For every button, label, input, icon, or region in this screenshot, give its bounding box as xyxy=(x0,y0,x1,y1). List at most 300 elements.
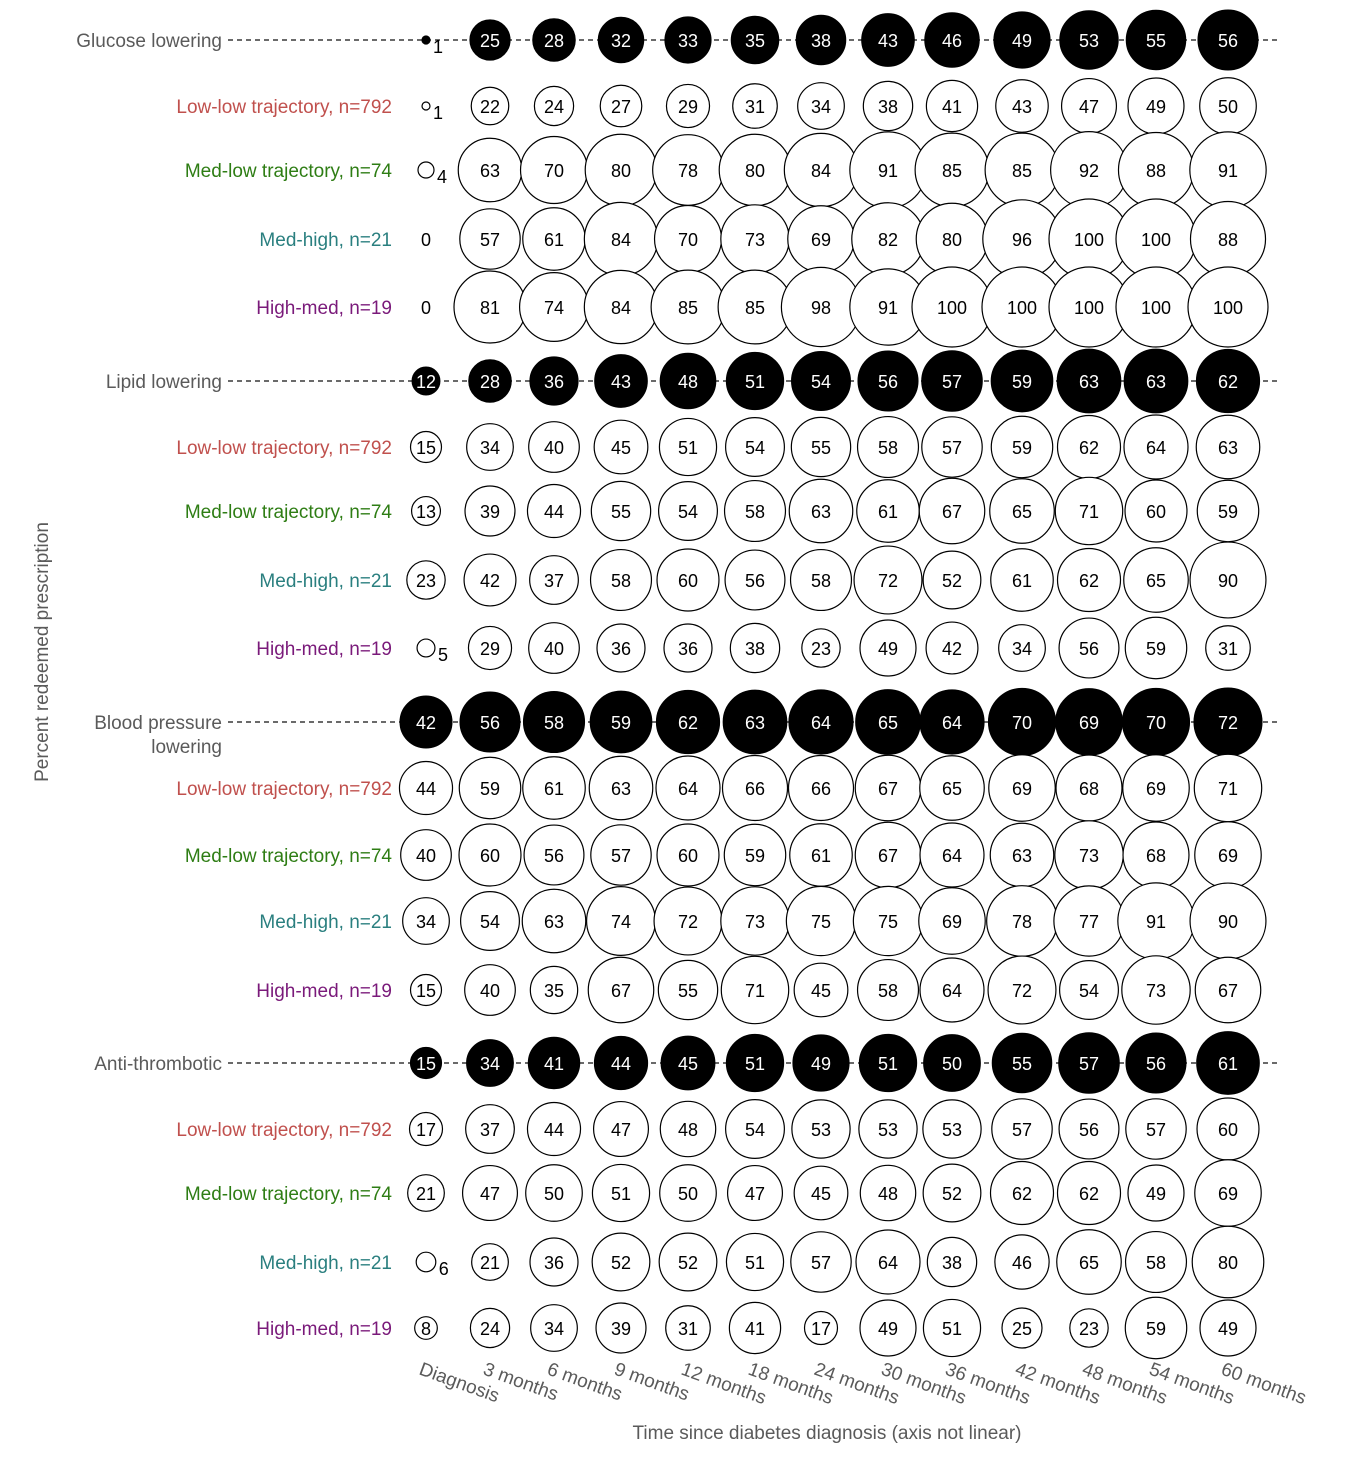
value-label: 65 xyxy=(1145,571,1167,591)
row-glucose-lowering-overall xyxy=(76,10,1278,70)
value-label: 61 xyxy=(543,779,565,799)
value-label: 35 xyxy=(543,981,565,1001)
value-label: 48 xyxy=(677,372,699,392)
value-label: 80 xyxy=(1217,1253,1239,1273)
value-label: 88 xyxy=(1145,161,1167,181)
row-glucose-lowering-med-low xyxy=(185,132,1266,209)
value-label: 84 xyxy=(610,298,632,318)
value-label: 69 xyxy=(1078,713,1100,733)
value-label: 66 xyxy=(810,779,832,799)
value-label: 60 xyxy=(1217,1120,1239,1140)
value-label: 56 xyxy=(744,571,766,591)
row-anti-thrombotic-med-high xyxy=(259,1226,1263,1298)
value-label: 74 xyxy=(543,298,565,318)
value-label: 41 xyxy=(543,1054,565,1074)
value-label: 59 xyxy=(1145,639,1167,659)
value-label: 58 xyxy=(810,571,832,591)
x-tick-label: 36 months xyxy=(942,1358,1033,1410)
bubble xyxy=(422,102,430,110)
row-label: Med-high, n=21 xyxy=(259,1253,392,1274)
x-tick-label: 42 months xyxy=(1012,1358,1103,1410)
row-label: Low-low trajectory, n=792 xyxy=(176,438,392,459)
value-label: 44 xyxy=(610,1054,632,1074)
value-label: 54 xyxy=(810,372,832,392)
value-label: 62 xyxy=(1078,571,1100,591)
value-label: 60 xyxy=(1145,502,1167,522)
value-label: 12 xyxy=(415,372,437,392)
value-label: 49 xyxy=(877,639,899,659)
value-label: 21 xyxy=(415,1184,437,1204)
value-label: 40 xyxy=(415,846,437,866)
value-label: 73 xyxy=(744,230,766,250)
value-label: 64 xyxy=(1145,438,1167,458)
x-tick-label: 18 months xyxy=(745,1358,836,1410)
value-label: 17 xyxy=(810,1319,832,1339)
value-label: 69 xyxy=(1145,779,1167,799)
value-label: 75 xyxy=(810,912,832,932)
value-label: 38 xyxy=(744,639,766,659)
bubble xyxy=(417,639,435,657)
value-label: 72 xyxy=(677,912,699,932)
x-axis-title: Time since diabetes diagnosis (axis not linear) xyxy=(632,1423,1022,1444)
value-label: 59 xyxy=(744,846,766,866)
value-label: 23 xyxy=(415,571,437,591)
value-label: 52 xyxy=(610,1253,632,1273)
value-label: 70 xyxy=(677,230,699,250)
value-label: 57 xyxy=(1145,1120,1167,1140)
value-label: 70 xyxy=(1145,713,1167,733)
value-label: 49 xyxy=(877,1319,899,1339)
value-label: 24 xyxy=(479,1319,501,1339)
value-label: 35 xyxy=(744,31,766,51)
value-label: 62 xyxy=(1217,372,1239,392)
row-label: Low-low trajectory, n=792 xyxy=(176,779,392,800)
value-label: 51 xyxy=(877,1054,899,1074)
value-label: 58 xyxy=(1145,1253,1167,1273)
value-label: 67 xyxy=(941,502,963,522)
value-label: 41 xyxy=(941,97,963,117)
value-label: 52 xyxy=(941,571,963,591)
value-label: 29 xyxy=(479,639,501,659)
value-label: 71 xyxy=(1217,779,1239,799)
value-label: 70 xyxy=(1011,713,1033,733)
x-tick-label: 12 months xyxy=(678,1358,769,1410)
row-lipid-lowering-high-med xyxy=(256,617,1250,678)
value-label: 63 xyxy=(610,779,632,799)
value-label: 64 xyxy=(810,713,832,733)
row-blood-pressure-lowering-overall xyxy=(94,688,1278,758)
x-tick-label: 60 months xyxy=(1218,1358,1309,1410)
value-label: 36 xyxy=(543,1253,565,1273)
value-label: 62 xyxy=(1078,438,1100,458)
value-label: 55 xyxy=(677,981,699,1001)
value-label: 1 xyxy=(433,103,444,123)
value-label: 50 xyxy=(543,1184,565,1204)
value-label: 45 xyxy=(677,1054,699,1074)
value-label: 82 xyxy=(877,230,899,250)
value-label: 59 xyxy=(1145,1319,1167,1339)
x-tick-label: 3 months xyxy=(480,1358,561,1406)
x-tick-label: 6 months xyxy=(544,1358,625,1406)
value-label: 59 xyxy=(479,779,501,799)
value-label: 56 xyxy=(1145,1054,1167,1074)
value-label: 57 xyxy=(610,846,632,866)
value-label: 22 xyxy=(479,97,501,117)
value-label: 45 xyxy=(610,438,632,458)
value-label: 51 xyxy=(744,1054,766,1074)
row-label: Med-low trajectory, n=74 xyxy=(184,1184,392,1205)
value-label: 72 xyxy=(877,571,899,591)
value-label: 65 xyxy=(941,779,963,799)
value-label: 1 xyxy=(433,37,444,57)
value-label: 40 xyxy=(543,639,565,659)
value-label: 29 xyxy=(677,97,699,117)
value-label: 27 xyxy=(610,97,632,117)
value-label: 64 xyxy=(941,713,963,733)
value-label: 17 xyxy=(415,1120,437,1140)
value-label: 57 xyxy=(479,230,501,250)
value-label: 51 xyxy=(941,1319,963,1339)
value-label: 56 xyxy=(479,713,501,733)
value-label: 69 xyxy=(810,230,832,250)
row-label: Blood pressure xyxy=(94,713,222,734)
value-label: 61 xyxy=(543,230,565,250)
value-label: 71 xyxy=(1078,502,1100,522)
value-label: 25 xyxy=(1011,1319,1033,1339)
value-label: 67 xyxy=(877,779,899,799)
value-label: 28 xyxy=(543,31,565,51)
value-label: 61 xyxy=(1011,571,1033,591)
value-label: 68 xyxy=(1078,779,1100,799)
value-label: 100 xyxy=(1140,230,1172,250)
value-label: 92 xyxy=(1078,161,1100,181)
row-label: Lipid lowering xyxy=(105,372,222,393)
value-label: 85 xyxy=(677,298,699,318)
value-label: 69 xyxy=(941,912,963,932)
value-label: 98 xyxy=(810,298,832,318)
value-label: 90 xyxy=(1217,571,1239,591)
value-label: 91 xyxy=(1145,912,1167,932)
value-label: 15 xyxy=(415,981,437,1001)
value-label: 66 xyxy=(744,779,766,799)
value-label: 65 xyxy=(1011,502,1033,522)
value-label: 71 xyxy=(744,981,766,1001)
value-label: 4 xyxy=(437,167,448,187)
value-label: 81 xyxy=(479,298,501,318)
value-label: 67 xyxy=(1217,981,1239,1001)
value-label: 57 xyxy=(810,1253,832,1273)
value-label: 38 xyxy=(810,31,832,51)
value-label: 52 xyxy=(677,1253,699,1273)
row-label: High-med, n=19 xyxy=(256,1319,392,1340)
value-label: 55 xyxy=(810,438,832,458)
value-label: 100 xyxy=(1212,298,1244,318)
row-label: Med-low trajectory, n=74 xyxy=(184,502,392,523)
row-lipid-lowering-low-low xyxy=(176,415,1259,479)
value-label: 23 xyxy=(810,639,832,659)
value-label: 62 xyxy=(1078,1184,1100,1204)
value-label: 63 xyxy=(479,161,501,181)
value-label: 60 xyxy=(479,846,501,866)
value-label: 48 xyxy=(677,1120,699,1140)
value-label: 8 xyxy=(420,1319,432,1339)
chart-rows xyxy=(76,10,1278,1359)
value-label: 67 xyxy=(610,981,632,1001)
value-label: 69 xyxy=(1011,779,1033,799)
value-label: 73 xyxy=(1078,846,1100,866)
value-label: 49 xyxy=(1011,31,1033,51)
value-label: 61 xyxy=(1217,1054,1239,1074)
value-label: 64 xyxy=(941,846,963,866)
value-label: 28 xyxy=(479,372,501,392)
x-axis xyxy=(416,1359,1309,1409)
value-label: 45 xyxy=(810,1184,832,1204)
row-blood-pressure-lowering-med-low xyxy=(185,821,1261,889)
value-label: 63 xyxy=(1145,372,1167,392)
x-tick-label: 48 months xyxy=(1079,1358,1170,1410)
value-label: 100 xyxy=(1006,298,1038,318)
value-label: 72 xyxy=(1011,981,1033,1001)
value-label: 84 xyxy=(610,230,632,250)
value-label: 31 xyxy=(744,97,766,117)
value-label: 75 xyxy=(877,912,899,932)
value-label: 31 xyxy=(1217,639,1239,659)
value-label: 40 xyxy=(479,981,501,1001)
value-label: 77 xyxy=(1078,912,1100,932)
value-label: 44 xyxy=(415,779,437,799)
value-label: 34 xyxy=(810,97,832,117)
value-label: 36 xyxy=(610,639,632,659)
value-label: 80 xyxy=(610,161,632,181)
value-label: 59 xyxy=(1011,438,1033,458)
value-label: 37 xyxy=(543,571,565,591)
value-label: 78 xyxy=(1011,912,1033,932)
row-label: Med-high, n=21 xyxy=(259,571,392,592)
value-label: 58 xyxy=(877,438,899,458)
value-label: 32 xyxy=(610,31,632,51)
x-tick-label: 30 months xyxy=(878,1358,969,1410)
value-label: 78 xyxy=(677,161,699,181)
row-blood-pressure-lowering-med-high xyxy=(259,883,1266,959)
value-label: 63 xyxy=(1078,372,1100,392)
value-label: 24 xyxy=(543,97,565,117)
value-label: 85 xyxy=(744,298,766,318)
x-tick-label: 24 months xyxy=(811,1358,902,1410)
value-label: 57 xyxy=(1078,1054,1100,1074)
row-label: High-med, n=19 xyxy=(256,639,392,660)
value-label: 42 xyxy=(941,639,963,659)
value-label: 15 xyxy=(415,1054,437,1074)
row-label: High-med, n=19 xyxy=(256,981,392,1002)
value-label: 65 xyxy=(1078,1253,1100,1273)
value-label: 13 xyxy=(415,502,437,522)
row-glucose-lowering-low-low xyxy=(176,78,1256,135)
value-label: 37 xyxy=(479,1120,501,1140)
value-label: 80 xyxy=(744,161,766,181)
value-label: 0 xyxy=(420,230,432,250)
value-label: 74 xyxy=(610,912,632,932)
value-label: 100 xyxy=(936,298,968,318)
value-label: 34 xyxy=(415,912,437,932)
row-anti-thrombotic-overall xyxy=(94,1032,1278,1094)
value-label: 59 xyxy=(1217,502,1239,522)
value-label: 63 xyxy=(1217,438,1239,458)
value-label: 36 xyxy=(543,372,565,392)
row-label: Med-high, n=21 xyxy=(259,230,392,251)
value-label: 33 xyxy=(677,31,699,51)
value-label: 96 xyxy=(1011,230,1033,250)
value-label: 53 xyxy=(941,1120,963,1140)
value-label: 45 xyxy=(810,981,832,1001)
value-label: 58 xyxy=(744,502,766,522)
value-label: 38 xyxy=(877,97,899,117)
value-label: 69 xyxy=(1217,1184,1239,1204)
value-label: 56 xyxy=(1078,1120,1100,1140)
value-label: 38 xyxy=(941,1253,963,1273)
value-label: 100 xyxy=(1140,298,1172,318)
value-label: 31 xyxy=(677,1319,699,1339)
value-label: 39 xyxy=(610,1319,632,1339)
value-label: 61 xyxy=(877,502,899,522)
value-label: 50 xyxy=(677,1184,699,1204)
value-label: 64 xyxy=(941,981,963,1001)
value-label: 53 xyxy=(810,1120,832,1140)
value-label: 72 xyxy=(1217,713,1239,733)
row-blood-pressure-lowering-high-med xyxy=(256,956,1260,1024)
value-label: 47 xyxy=(1078,97,1100,117)
value-label: 70 xyxy=(543,161,565,181)
value-label: 56 xyxy=(543,846,565,866)
value-label: 50 xyxy=(1217,97,1239,117)
value-label: 67 xyxy=(877,846,899,866)
row-label: Med-high, n=21 xyxy=(259,912,392,933)
value-label: 73 xyxy=(1145,981,1167,1001)
value-label: 55 xyxy=(1011,1054,1033,1074)
value-label: 53 xyxy=(1078,31,1100,51)
value-label: 6 xyxy=(438,1259,449,1279)
value-label: 57 xyxy=(941,438,963,458)
value-label: 52 xyxy=(941,1184,963,1204)
value-label: 49 xyxy=(1145,1184,1167,1204)
value-label: 88 xyxy=(1217,230,1239,250)
value-label: 34 xyxy=(479,1054,501,1074)
row-label: Med-low trajectory, n=74 xyxy=(184,846,392,867)
value-label: 65 xyxy=(877,713,899,733)
value-label: 85 xyxy=(1011,161,1033,181)
value-label: 64 xyxy=(677,779,699,799)
value-label: 46 xyxy=(941,31,963,51)
value-label: 44 xyxy=(543,502,565,522)
value-label: 59 xyxy=(610,713,632,733)
value-label: 56 xyxy=(1217,31,1239,51)
value-label: 73 xyxy=(744,912,766,932)
value-label: 91 xyxy=(877,161,899,181)
value-label: 34 xyxy=(543,1319,565,1339)
row-anti-thrombotic-low-low xyxy=(176,1098,1259,1160)
value-label: 54 xyxy=(1078,981,1100,1001)
row-label: Low-low trajectory, n=792 xyxy=(176,1120,392,1141)
value-label: 62 xyxy=(1011,1184,1033,1204)
value-label: 60 xyxy=(677,846,699,866)
row-label: Anti-thrombotic xyxy=(94,1054,222,1075)
value-label: 100 xyxy=(1073,298,1105,318)
value-label: 39 xyxy=(479,502,501,522)
value-label: 40 xyxy=(543,438,565,458)
row-label: lowering xyxy=(151,737,222,758)
value-label: 56 xyxy=(877,372,899,392)
value-label: 57 xyxy=(1011,1120,1033,1140)
value-label: 53 xyxy=(877,1120,899,1140)
value-label: 42 xyxy=(415,713,437,733)
value-label: 60 xyxy=(677,571,699,591)
bubble xyxy=(418,162,434,178)
value-label: 91 xyxy=(1217,161,1239,181)
value-label: 34 xyxy=(1011,639,1033,659)
row-anti-thrombotic-med-low xyxy=(185,1160,1261,1226)
value-label: 85 xyxy=(941,161,963,181)
value-label: 80 xyxy=(941,230,963,250)
value-label: 62 xyxy=(677,713,699,733)
value-label: 55 xyxy=(610,502,632,522)
x-tick-label: Diagnosis xyxy=(416,1358,502,1408)
value-label: 41 xyxy=(744,1319,766,1339)
value-label: 47 xyxy=(479,1184,501,1204)
value-label: 50 xyxy=(941,1054,963,1074)
value-label: 48 xyxy=(877,1184,899,1204)
row-lipid-lowering-med-low xyxy=(185,477,1259,544)
value-label: 49 xyxy=(1145,97,1167,117)
value-label: 43 xyxy=(610,372,632,392)
value-label: 21 xyxy=(479,1253,501,1273)
value-label: 42 xyxy=(479,571,501,591)
row-label: Glucose lowering xyxy=(76,31,222,52)
value-label: 54 xyxy=(744,1120,766,1140)
value-label: 54 xyxy=(677,502,699,522)
value-label: 59 xyxy=(1011,372,1033,392)
value-label: 43 xyxy=(877,31,899,51)
value-label: 51 xyxy=(677,438,699,458)
value-label: 47 xyxy=(744,1184,766,1204)
value-label: 69 xyxy=(1217,846,1239,866)
value-label: 54 xyxy=(479,912,501,932)
value-label: 63 xyxy=(1011,846,1033,866)
value-label: 43 xyxy=(1011,97,1033,117)
value-label: 64 xyxy=(877,1253,899,1273)
x-tick-label: 54 months xyxy=(1146,1358,1237,1410)
bubble xyxy=(416,1252,436,1272)
value-label: 84 xyxy=(810,161,832,181)
value-label: 63 xyxy=(810,502,832,522)
row-lipid-lowering-med-high xyxy=(259,542,1266,618)
value-label: 36 xyxy=(677,639,699,659)
x-tick-label: 9 months xyxy=(611,1358,692,1406)
value-label: 54 xyxy=(744,438,766,458)
value-label: 47 xyxy=(610,1120,632,1140)
row-anti-thrombotic-high-med xyxy=(256,1297,1256,1358)
row-lipid-lowering-overall xyxy=(106,349,1278,413)
value-label: 51 xyxy=(744,372,766,392)
value-label: 56 xyxy=(1078,639,1100,659)
value-label: 0 xyxy=(420,298,432,318)
value-label: 55 xyxy=(1145,31,1167,51)
value-label: 68 xyxy=(1145,846,1167,866)
row-label: Med-low trajectory, n=74 xyxy=(184,161,392,182)
bubble xyxy=(422,36,430,44)
value-label: 51 xyxy=(744,1253,766,1273)
value-label: 5 xyxy=(437,645,448,665)
row-label: Low-low trajectory, n=792 xyxy=(176,97,392,118)
value-label: 63 xyxy=(543,912,565,932)
